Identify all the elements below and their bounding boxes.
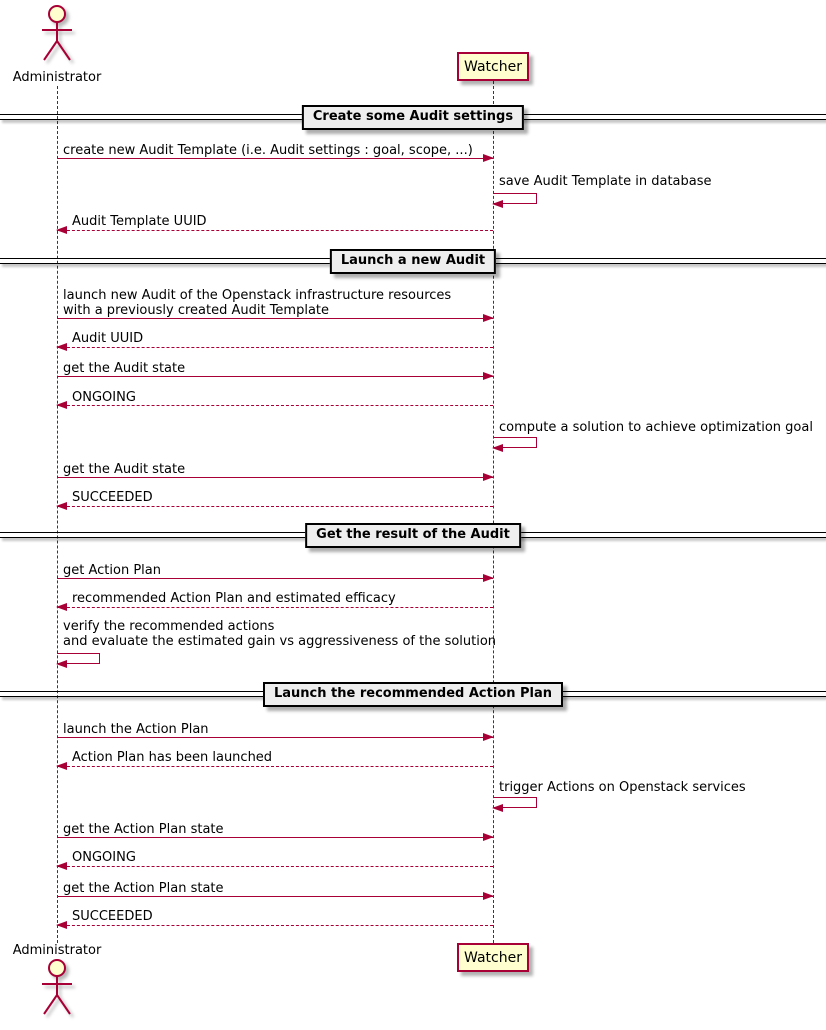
message-text: Audit UUID <box>72 331 144 346</box>
message-text: Action Plan has been launched <box>72 750 273 765</box>
return-arrow <box>57 607 493 608</box>
self-message-loop <box>57 653 100 664</box>
message-text: Audit Template UUID <box>72 214 207 229</box>
message-arrow <box>57 376 493 377</box>
actor-label-administrator: Administrator <box>12 70 102 85</box>
return-arrow <box>57 230 493 231</box>
message-arrow <box>57 158 493 159</box>
message-text: get the Action Plan state <box>63 822 224 837</box>
actor-icon <box>37 958 77 1018</box>
message-text: get the Action Plan state <box>63 881 224 896</box>
message-arrow <box>57 896 493 897</box>
return-arrow <box>57 405 493 406</box>
section-divider <box>0 249 826 275</box>
message-text: verify the recommended actions <box>63 619 275 634</box>
message-text: recommended Action Plan and estimated efficacy <box>72 591 396 606</box>
section-divider <box>0 105 826 131</box>
participant-watcher <box>457 943 529 972</box>
message-text: get Action Plan <box>63 563 161 578</box>
lifeline-watcher <box>493 81 494 943</box>
self-message-loop <box>493 437 537 448</box>
section-divider <box>0 523 826 549</box>
actor-label-administrator: Administrator <box>12 943 102 958</box>
participant-label: Watcher <box>464 949 522 966</box>
message-arrow <box>57 578 493 579</box>
divider-label: Get the result of the Audit <box>305 523 521 548</box>
message-text: SUCCEEDED <box>72 490 153 505</box>
message-text: launch new Audit of the Openstack infrastructure resources <box>63 288 452 303</box>
message-text: save Audit Template in database <box>499 174 712 189</box>
return-arrow <box>57 866 493 867</box>
message-text: trigger Actions on Openstack services <box>499 780 746 795</box>
participant-watcher <box>457 52 529 81</box>
message-arrow <box>57 318 493 319</box>
message-text: SUCCEEDED <box>72 909 153 924</box>
self-message-loop <box>493 797 537 808</box>
actor-icon <box>37 4 77 64</box>
message-text: and evaluate the estimated gain vs aggressiveness of the solution <box>63 634 497 649</box>
return-arrow <box>57 766 493 767</box>
divider-label: Launch a new Audit <box>330 249 496 274</box>
message-text: ONGOING <box>72 390 136 405</box>
message-text: ONGOING <box>72 850 136 865</box>
return-arrow <box>57 925 493 926</box>
self-message-loop <box>493 193 537 204</box>
return-arrow <box>57 506 493 507</box>
message-arrow <box>57 837 493 838</box>
divider-label: Create some Audit settings <box>302 105 524 130</box>
participant-label: Watcher <box>464 58 522 75</box>
message-text: launch the Action Plan <box>63 722 209 737</box>
section-divider <box>0 682 826 708</box>
message-text: compute a solution to achieve optimization goal <box>499 420 813 435</box>
message-text: get the Audit state <box>63 361 186 376</box>
lifeline-administrator <box>57 86 58 943</box>
message-arrow <box>57 737 493 738</box>
message-text: get the Audit state <box>63 462 186 477</box>
message-text: with a previously created Audit Template <box>63 303 330 318</box>
divider-label: Launch the recommended Action Plan <box>263 682 563 707</box>
message-text: create new Audit Template (i.e. Audit settings : goal, scope, ...) <box>63 143 473 158</box>
message-arrow <box>57 477 493 478</box>
return-arrow <box>57 347 493 348</box>
